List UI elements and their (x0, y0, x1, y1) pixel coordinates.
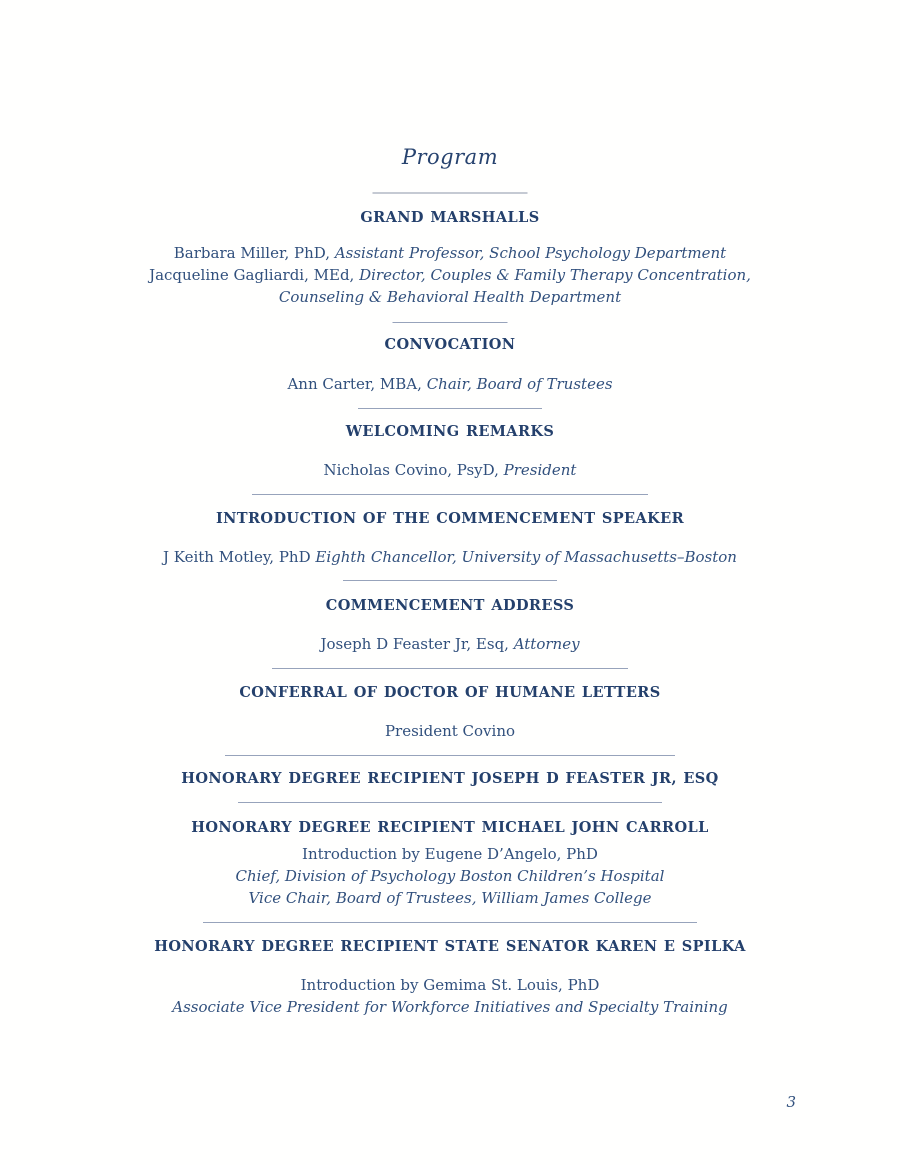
person-role: Counseling & Behavioral Health Department (278, 288, 622, 306)
person-line (0, 264, 900, 286)
person-line (0, 720, 900, 742)
person-line (0, 865, 900, 887)
divider (393, 322, 508, 323)
divider (373, 192, 528, 194)
section-body-grand-marshalls (0, 242, 900, 308)
person-name: Barbara Miller, PhD, (173, 244, 335, 262)
section-heading-recipient-carroll: HONORARY DEGREE RECIPIENT MICHAEL JOHN CARROLL (191, 819, 709, 836)
person-name: Joseph D Feaster Jr, Esq, (320, 635, 514, 653)
person-name: Nicholas Covino, PsyD, (323, 461, 504, 479)
section-body-recipient-spilka (0, 974, 900, 1018)
divider (343, 580, 557, 581)
person-line (0, 286, 900, 308)
section-heading-recipient-spilka: HONORARY DEGREE RECIPIENT STATE SENATOR KAREN E SPILKA (154, 938, 746, 955)
person-role: Assistant Professor, School Psychology Department (334, 244, 727, 262)
section-heading-introduction-speaker: INTRODUCTION OF THE COMMENCEMENT SPEAKER (215, 510, 685, 527)
person-name: Introduction by Eugene D’Angelo, PhD (302, 845, 598, 863)
section-heading-commencement-address: COMMENCEMENT ADDRESS (325, 597, 575, 614)
person-name: Introduction by Gemima St. Louis, PhD (300, 976, 600, 994)
person-line (0, 546, 900, 568)
section-heading-recipient-feaster: HONORARY DEGREE RECIPIENT JOSEPH D FEASTER JR, ESQ (181, 770, 719, 787)
person-role: Attorney (513, 635, 580, 653)
person-line (0, 843, 900, 865)
divider (358, 408, 542, 409)
page-title: Program (401, 145, 499, 169)
divider (272, 668, 628, 669)
person-role: Director, Couples & Family Therapy Concentration, (359, 266, 751, 284)
person-line (0, 459, 900, 481)
section-body-conferral (0, 720, 900, 742)
person-role: Associate Vice President for Workforce Initiatives and Specialty Training (172, 998, 728, 1016)
section-body-commencement-address (0, 633, 900, 655)
person-role: Vice Chair, Board of Trustees, William James College (248, 889, 652, 907)
divider (252, 494, 648, 495)
divider (225, 755, 675, 756)
person-name: J Keith Motley, PhD (163, 548, 316, 566)
section-body-convocation (0, 373, 900, 395)
person-name: President Covino (384, 722, 516, 740)
page-number: 3 (786, 1093, 796, 1111)
section-heading-grand-marshalls: GRAND MARSHALLS (360, 209, 540, 226)
person-name: Ann Carter, MBA, (287, 375, 427, 393)
person-line (0, 633, 900, 655)
divider (238, 802, 662, 803)
person-role: Chair, Board of Trustees (426, 375, 613, 393)
section-body-welcoming-remarks (0, 459, 900, 481)
person-role: Chief, Division of Psychology Boston Children’s Hospital (235, 867, 665, 885)
divider (203, 922, 697, 923)
person-name: Jacqueline Gagliardi, MEd, (149, 266, 360, 284)
section-heading-welcoming-remarks: WELCOMING REMARKS (345, 423, 555, 440)
person-role: President (503, 461, 577, 479)
section-body-recipient-carroll (0, 843, 900, 909)
person-line (0, 887, 900, 909)
section-heading-convocation: CONVOCATION (384, 336, 516, 353)
person-line (0, 996, 900, 1018)
person-line (0, 373, 900, 395)
person-role: Eighth Chancellor, University of Massachusetts–Boston (315, 548, 737, 566)
section-heading-conferral: CONFERRAL OF DOCTOR OF HUMANE LETTERS (239, 684, 661, 701)
person-line (0, 974, 900, 996)
person-line (0, 242, 900, 264)
section-body-introduction-speaker (0, 546, 900, 568)
